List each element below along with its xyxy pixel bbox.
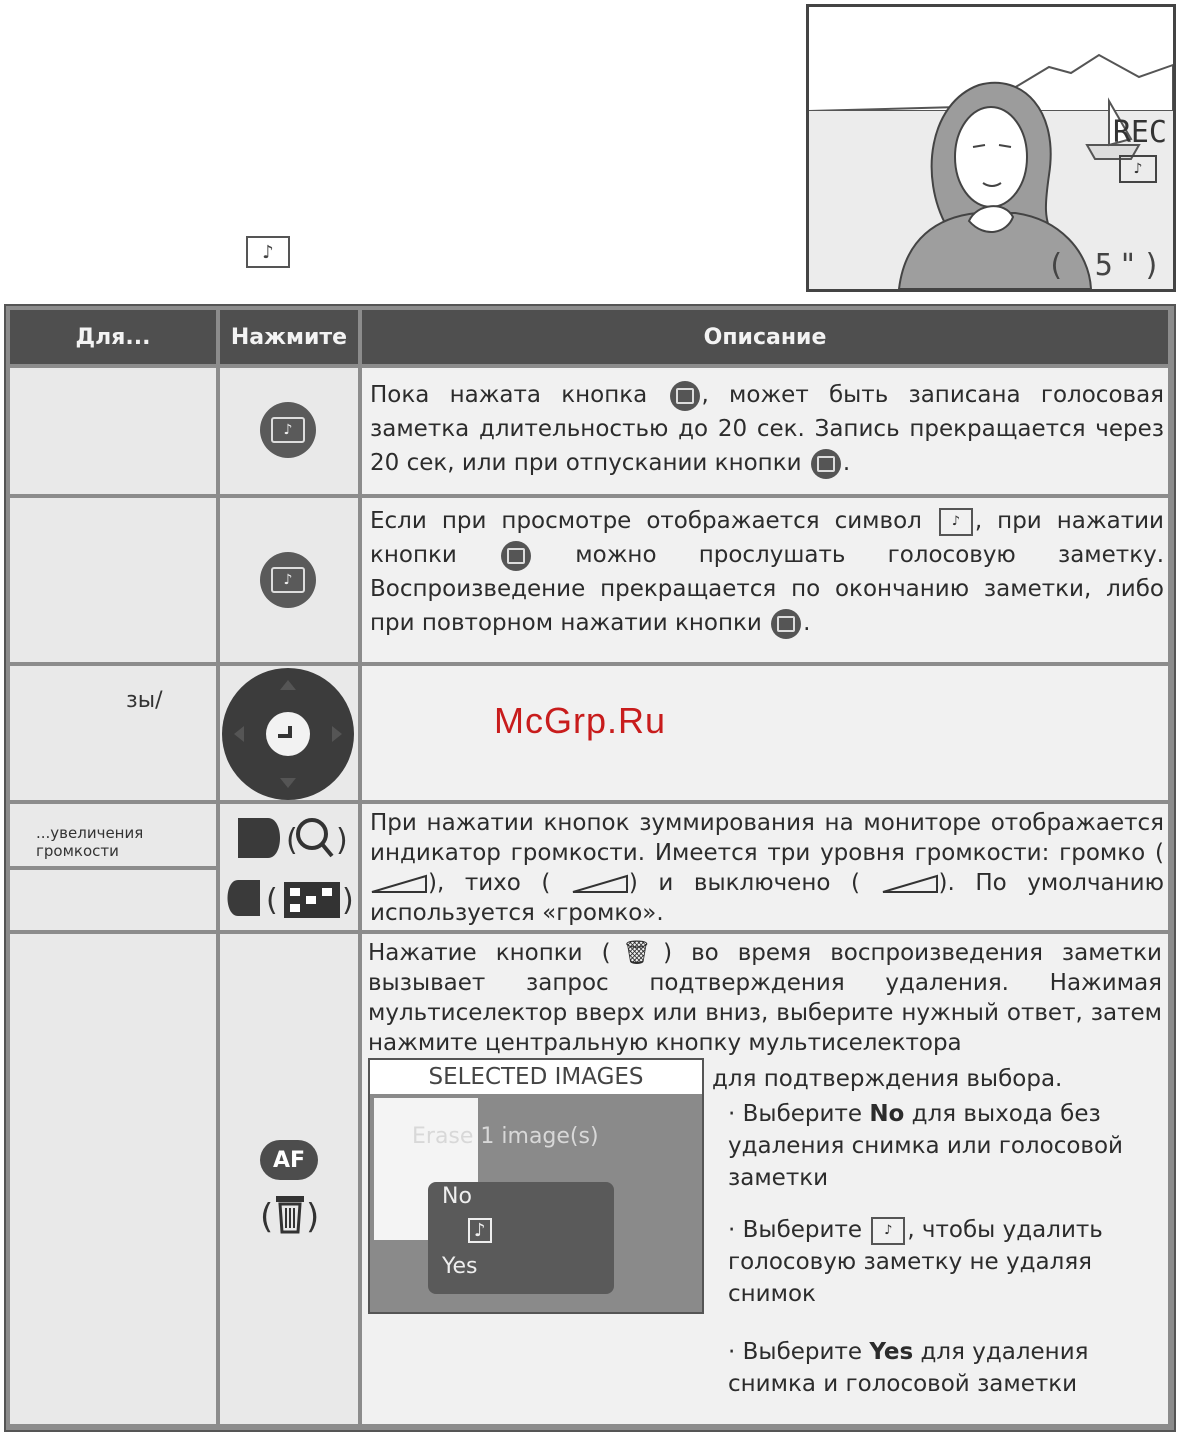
bullet-yes: · Выберите Yes для удаления снимка и голосовой заметки <box>728 1339 1089 1397</box>
row3-desc-cell <box>362 666 1168 800</box>
erase-text: Erase 1 image(s) <box>412 1124 599 1149</box>
row1-for-cell <box>10 368 216 494</box>
row4-label: ...увеличения громкости <box>36 824 144 860</box>
row2-press-cell <box>220 498 358 662</box>
bullet-voice-memo: · Выберите ♪ , чтобы удалить голосовую заметку не удаляя снимок <box>728 1217 1103 1307</box>
row4-for-cell <box>10 804 216 866</box>
trash-icon <box>260 1188 320 1240</box>
option-yes[interactable]: Yes <box>442 1254 478 1279</box>
voice-memo-button-icon: ♪ <box>260 552 316 608</box>
row6-for-cell <box>10 934 216 1424</box>
row1-desc-cell <box>362 368 1168 494</box>
voice-memo-button-icon: ♪ <box>260 402 316 458</box>
row3-press-cell <box>220 666 358 800</box>
voice-memo-icon: ♪ <box>939 508 973 536</box>
row6-press-cell <box>220 934 358 1424</box>
rec-indicator: REC <box>1112 115 1167 150</box>
header-for: Для... <box>10 310 216 364</box>
row5-for-cell <box>10 870 216 930</box>
row4-press-cell <box>220 804 358 930</box>
voice-memo-icon: ♪ <box>246 236 290 268</box>
voice-memo-button-icon <box>670 381 700 411</box>
dialog-title: SELECTED IMAGES <box>370 1060 702 1094</box>
row1-press-cell <box>220 368 358 494</box>
volume-off-icon <box>881 874 939 894</box>
af-button-icon: AF <box>260 1140 318 1180</box>
watermark: McGrp.Ru <box>494 700 667 741</box>
svg-text:): ) <box>306 1197 320 1237</box>
svg-text:(: ( <box>266 883 278 918</box>
multi-selector-icon <box>220 666 358 800</box>
voice-memo-button-icon <box>501 541 531 571</box>
svg-text:): ) <box>336 823 348 858</box>
zoom-buttons-icon <box>220 804 358 930</box>
option-no[interactable]: No <box>442 1184 472 1209</box>
dialog-menu <box>428 1182 614 1294</box>
row2-description: Если при просмотре отображается символ ♪ , при нажатии кнопки можно прослушать голосовую заметку. Воспроизведение прекращается по окончанию заметки, либо при повторном нажатии кнопки . <box>370 504 1164 640</box>
voice-memo-icon[interactable]: ♪ <box>468 1218 492 1243</box>
voice-memo-button-icon <box>811 449 841 479</box>
row1-description: Пока нажата кнопка , может быть записана голосовая заметка длительностью до 20 сек. Запись прекращается через 20 сек, или при отпускании кнопки . <box>370 378 1164 480</box>
row3-label: зы/ <box>126 688 163 713</box>
svg-text:): ) <box>342 883 354 918</box>
row4-desc-cell <box>362 804 1168 930</box>
voice-memo-button-icon <box>771 609 801 639</box>
camera-monitor-preview <box>806 4 1176 292</box>
svg-text:(: ( <box>260 1197 274 1237</box>
voice-memo-icon: ♪ <box>1119 155 1157 183</box>
voice-memo-icon: ♪ <box>871 1217 905 1245</box>
row6-description: Нажатие кнопки (🗑) во время воспроизведения заметки вызывает запрос подтверждения удаления. Нажимая мультиселектор вверх или вниз, выберите нужный ответ, затем нажмите центральную кнопку мультиселектора <box>368 940 1162 1056</box>
bullet-no: · Выберите No для выхода без удаления снимка или голосовой заметки <box>728 1101 1123 1191</box>
svg-text:(: ( <box>286 823 298 858</box>
row2-desc-cell <box>362 498 1168 662</box>
row4-description: При нажатии кнопок зуммирования на мониторе отображается индикатор громкости. Имеется три уровня громкости: громко ( ), тихо ( ) и выключено ( ). По умолчанию используется «громко». <box>370 810 1164 926</box>
row3-for-cell <box>10 666 216 800</box>
header-press: Нажмите <box>220 310 358 364</box>
header-description: Описание <box>362 310 1168 364</box>
row6-description-cont: для подтверждения выбора. <box>712 1066 1063 1092</box>
recording-timer: ( 5") <box>1046 248 1167 283</box>
row2-for-cell <box>10 498 216 662</box>
delete-confirmation-screen <box>368 1058 704 1314</box>
volume-loud-icon <box>370 874 428 894</box>
volume-soft-icon <box>571 874 629 894</box>
